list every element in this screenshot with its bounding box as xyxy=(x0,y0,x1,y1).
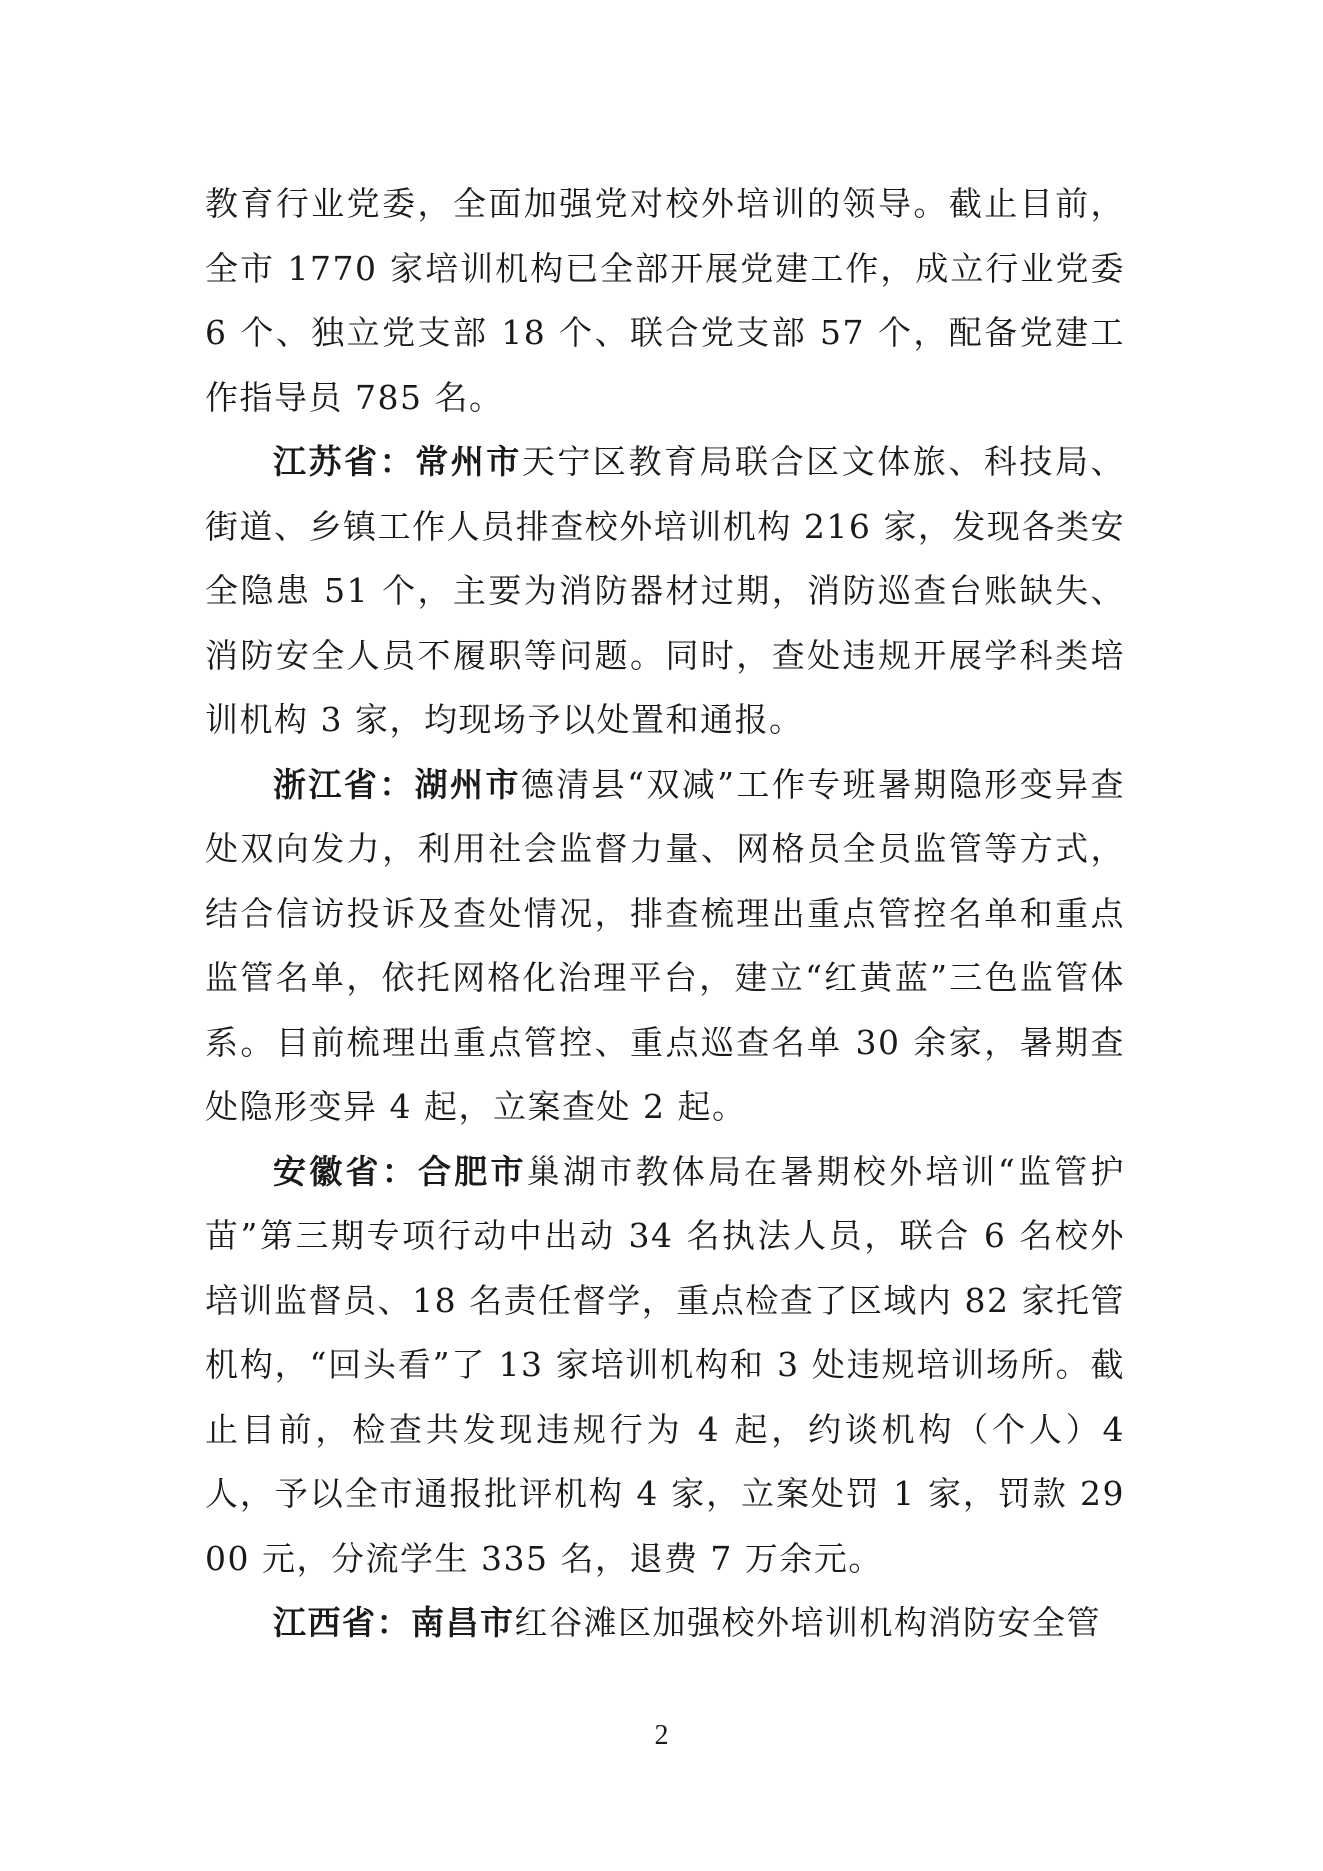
city-label: 南昌市 xyxy=(411,1603,515,1642)
province-label: 浙江省： xyxy=(273,764,415,804)
province-label: 安徽省： xyxy=(273,1151,418,1191)
paragraph-continuation xyxy=(205,172,1125,430)
paragraph-text: 红谷滩区加强校外培训机构消防安全管 xyxy=(514,1603,1101,1642)
paragraph-text: 德清县“双减”工作专班暑期隐形变异查处双向发力，利用社会监督力量、网格员全员监管等方式，结合信访投诉及查处情况，排查梳理出重点管控名单和重点监管名单，依托网格化治理平台，建立“红黄蓝”三色监管体系。目前梳理出重点管控、重点巡查名单 30 余家，暑期查处隐形变异 4 起，立案查处 2 起。 xyxy=(205,764,1125,1126)
page-number: 2 xyxy=(654,1720,669,1751)
paragraph-text: 巢湖市教体局在暑期校外培训“监管护苗”第三期专项行动中出动 34 名执法人员，联合 6 名校外培训监督员、18 名责任督学，重点检查了区域内 82 家托管机构，“回头看”了 13 家培训机构和 3 处违规培训场所。截止目前，检查共发现违规行为 4 起，约谈机构（个人）4 人，予以全市通报批评机构 4 家，立案处罚 1 家，罚款 2900 元，分流学生 335 名，退费 7 万余元。 xyxy=(205,1151,1126,1578)
document-body xyxy=(205,172,1125,1656)
city-label: 湖州市 xyxy=(414,764,521,804)
city-label: 合肥市 xyxy=(417,1151,527,1191)
paragraph-text: 教育行业党委，全面加强党对校外培训的领导。截止目前，全市 1770 家培训机构已全部开展党建工作，成立行业党委 6 个、独立党支部 18 个、联合党支部 57 个，配备党建工作指导员 785 名。 xyxy=(205,184,1125,417)
paragraph-jiangsu xyxy=(205,430,1125,753)
paragraph-text: 天宁区教育局联合区文体旅、科技局、街道、乡镇工作人员排查校外培训机构 216 家，发现各类安全隐患 51 个，主要为消防器材过期，消防巡查台账缺失、消防安全人员不履职等问题。同时，查处违规开展学科类培训机构 3 家，均现场予以处置和通报。 xyxy=(205,442,1126,739)
province-label: 江西省： xyxy=(273,1603,411,1642)
province-label: 江苏省： xyxy=(273,442,416,481)
paragraph-jiangxi xyxy=(205,1591,1125,1656)
paragraph-anhui xyxy=(205,1140,1125,1592)
paragraph-zhejiang xyxy=(205,753,1125,1140)
city-label: 常州市 xyxy=(415,442,522,481)
